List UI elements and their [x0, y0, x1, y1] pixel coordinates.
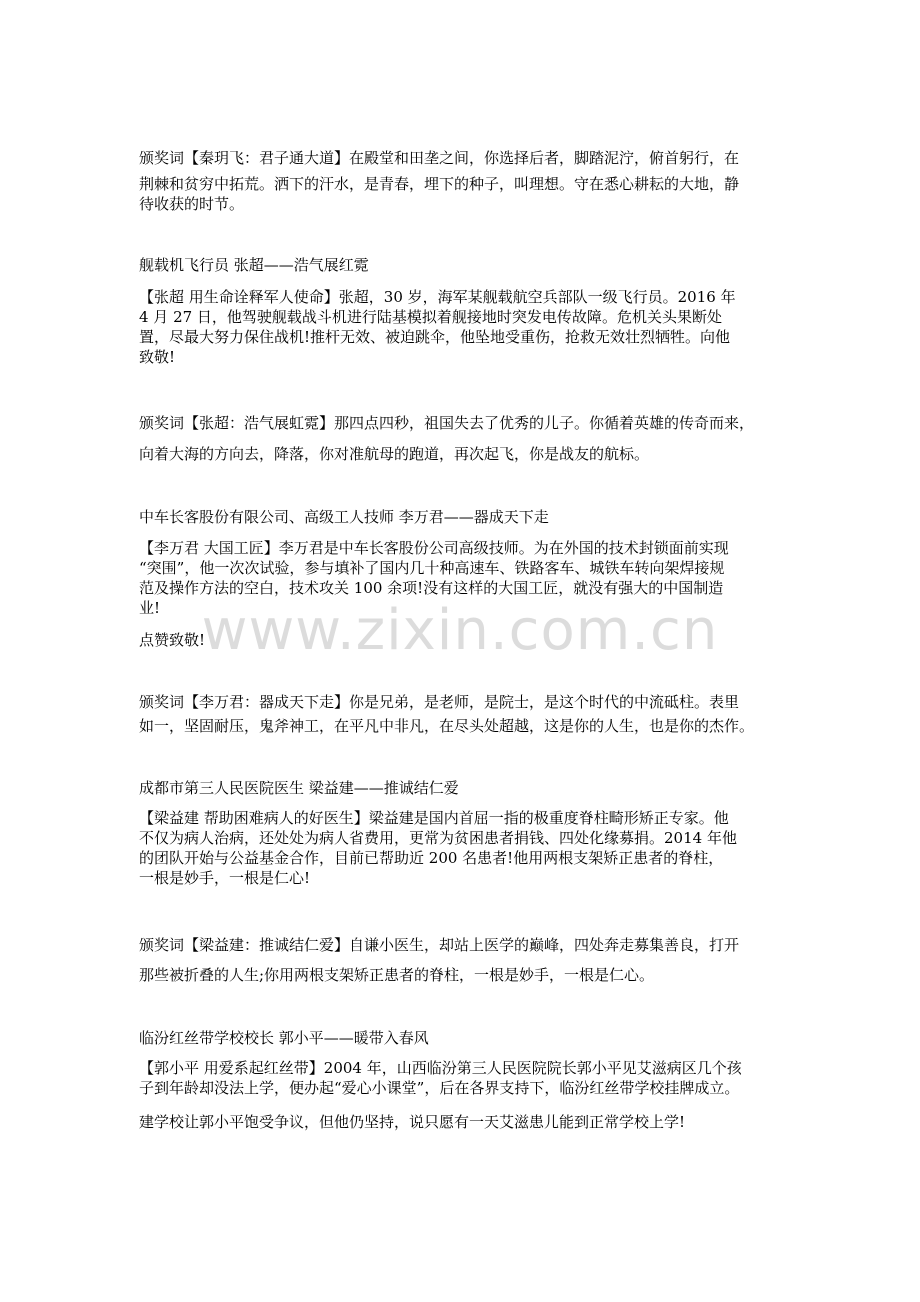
text-line: 荆棘和贫穷中拓荒。洒下的汗水，是青春，埋下的种子，叫理想。守在悉心耕耘的大地，静: [139, 175, 740, 193]
text-line: 一根是妙手，一根是仁心!: [139, 869, 311, 887]
text-line: 颁奖词【秦玥飞：君子通大道】在殿堂和田垄之间，你选择后者，脚踏泥泞，俯首躬行，在: [139, 149, 740, 167]
text-line: “突围”，他一次次试验，参与填补了国内几十种高速车、铁路客车、城铁车转向架焊接规: [139, 559, 725, 577]
text-line: 不仅为病人治病，还处处为病人省费用，更常为贫困患者捐钱、四处化缘募捐。2014 年他: [139, 829, 737, 847]
text-line: 待收获的时节。: [139, 195, 245, 213]
text-line: 子到年龄却没法上学，便办起“爱心小课堂”，后在各界支持下，临汾红丝带学校挂牌成立。: [139, 1079, 740, 1097]
text-line: 【张超 用生命诠释军人使命】张超，30 岁，海军某舰载航空兵部队一级飞行员。2016 年: [139, 288, 736, 306]
text-line: 向着大海的方向去，降落，你对准航母的跑道，再次起飞，你是战友的航标。: [139, 445, 650, 463]
text-line: 建学校让郭小平饱受争议，但他仍坚持，说只愿有一天艾滋患儿能到正常学校上学!: [139, 1113, 686, 1131]
text-line: 点赞致敬!: [139, 631, 206, 649]
watermark: www.zixin.com.cn: [201, 598, 719, 663]
text-line: 如一，坚固耐压，鬼斧神工，在平凡中非凡，在尽头处超越，这是你的人生，也是你的杰作。: [139, 717, 755, 735]
text-line: 业!: [139, 599, 161, 617]
text-line: 舰载机飞行员 张超——浩气展红霓: [139, 256, 369, 274]
text-line: 【梁益建 帮助困难病人的好医生】梁益建是国内首屈一指的极重度脊柱畸形矫正专家。他: [139, 809, 729, 827]
text-line: 中车长客股份有限公司、高级工人技师 李万君——器成天下走: [139, 508, 549, 526]
text-line: 致敬!: [139, 348, 176, 366]
text-line: 成都市第三人民医院医生 梁益建——推诚结仁爱: [139, 779, 459, 797]
text-line: 颁奖词【梁益建：推诚结仁爱】自谦小医生，却站上医学的巅峰，四处奔走募集善良，打开: [139, 936, 740, 954]
text-line: 颁奖词【李万君：器成天下走】你是兄弟，是老师，是院士，是这个时代的中流砥柱。表里: [139, 693, 740, 711]
text-line: 4 月 27 日，他驾驶舰载战斗机进行陆基模拟着舰接地时突发电传故障。危机关头果断处: [139, 308, 722, 326]
text-line: 的团队开始与公益基金合作，目前已帮助近 200 名患者!他用两根支架矫正患者的脊柱，: [139, 849, 724, 867]
text-line: 置，尽最大努力保住战机!推杆无效、被迫跳伞，他坠地受重伤，抢救无效壮烈牺牲。向他: [139, 328, 731, 346]
text-line: 【李万君 大国工匠】李万君是中车长客股份公司高级技师。为在外国的技术封锁面前实现: [139, 539, 729, 557]
text-line: 范及操作方法的空白，技术攻关 100 余项!没有这样的大国工匠，就没有强大的中国制造: [139, 579, 724, 597]
text-line: 临汾红丝带学校校长 郭小平——暖带入春风: [139, 1029, 429, 1047]
text-line: 【郭小平 用爱系起红丝带】2004 年，山西临汾第三人民医院院长郭小平见艾滋病区几个孩: [139, 1059, 742, 1077]
text-line: 颁奖词【张超：浩气展虹霓】那四点四秒，祖国失去了优秀的儿子。你循着英雄的传奇而来，: [139, 414, 755, 432]
text-line: 那些被折叠的人生;你用两根支架矫正患者的脊柱，一根是妙手，一根是仁心。: [139, 966, 655, 984]
